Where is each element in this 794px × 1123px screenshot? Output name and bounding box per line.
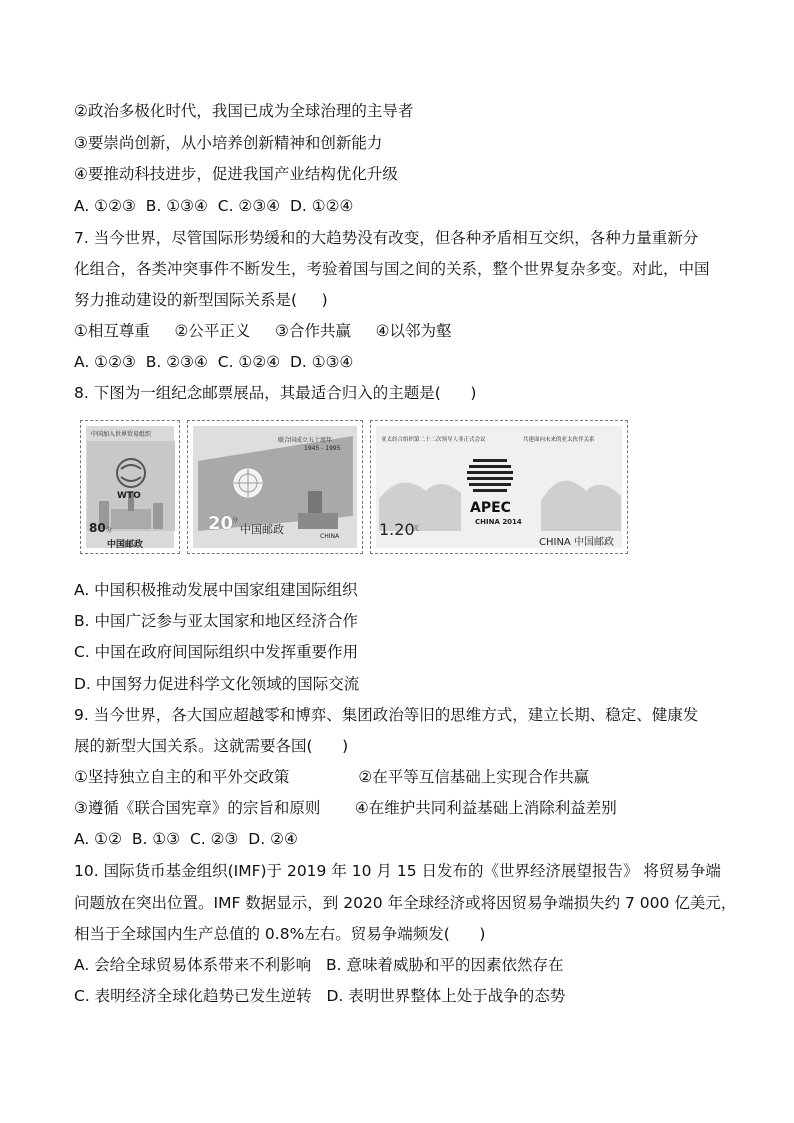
option-3-statement: ③要崇尚创新，从小培养创新精神和创新能力 bbox=[74, 134, 383, 152]
q9-options-row-2: ③遵循《联合国宪章》的宗旨和原则 ④在维护共同利益基础上消除利益差别 bbox=[74, 799, 617, 817]
q7-stem-line-2: 化组合，各类冲突事件不断发生，考验着国与国之间的关系，整个世界复杂多变。对此，中国 bbox=[74, 260, 710, 278]
q9-options-row-1: ①坚持独立自主的和平外交政策 ②在平等互信基础上实现合作共赢 bbox=[74, 768, 590, 786]
un-stamp-years: 1945 - 1995 bbox=[304, 445, 341, 452]
q6-answer-choices: A. ①②③ B. ①③④ C. ②③④ D. ①②④ bbox=[74, 197, 354, 215]
q8-option-d: D. 中国努力促进科学文化领域的国际交流 bbox=[74, 675, 360, 693]
un-stamp-country: 中国邮政 bbox=[240, 523, 284, 536]
q8-stem: 8. 下图为一组纪念邮票展品，其最适合归入的主题是( ) bbox=[74, 384, 477, 402]
apec-header-right: 共建面向未来的亚太伙伴关系 bbox=[523, 437, 595, 443]
q7-options: ①相互尊重 ②公平正义 ③合作共赢 ④以邻为壑 bbox=[74, 322, 452, 340]
apec-sub-text: CHINA 2014 bbox=[475, 518, 522, 526]
wto-stamp-value: 80 bbox=[89, 521, 106, 535]
wto-stamp-unit: 分 bbox=[106, 527, 113, 534]
commemorative-stamps-figure bbox=[80, 420, 628, 554]
option-2-statement: ②政治多极化时代，我国已成为全球治理的主导者 bbox=[74, 102, 414, 120]
un-stamp-unit: 分 bbox=[232, 517, 239, 524]
apec-stamp-value: 1.20 bbox=[379, 520, 415, 539]
q8-option-c: C. 中国在政府间国际组织中发挥重要作用 bbox=[74, 643, 359, 661]
apec-logo-text: APEC bbox=[470, 500, 511, 516]
option-4-statement: ④要推动科技进步，促进我国产业结构优化升级 bbox=[74, 165, 398, 183]
q8-option-b: B. 中国广泛参与亚太国家和地区经济合作 bbox=[74, 612, 358, 630]
apec-stamp-country: CHINA 中国邮政 bbox=[539, 537, 614, 548]
un-stamp-header: 联合国成立五十周年 bbox=[278, 437, 333, 444]
q7-answer-choices: A. ①②③ B. ②③④ C. ①②④ D. ①③④ bbox=[74, 353, 354, 371]
q7-stem-line-3: 努力推动建设的新型国际关系是( ) bbox=[74, 291, 328, 309]
q10-stem-line-1: 10. 国际货币基金组织(IMF)于 2019 年 10 月 15 日发布的《世界经济展望报告》 将贸易争端 bbox=[74, 862, 721, 880]
q8-option-a: A. 中国积极推动发展中国家组建国际组织 bbox=[74, 581, 358, 599]
apec-stamp bbox=[370, 420, 628, 554]
apec-stamp-unit: 元 bbox=[413, 525, 420, 532]
wto-logo-text: WTO bbox=[117, 491, 141, 501]
un-stamp bbox=[187, 420, 363, 554]
apec-logo-lines bbox=[467, 459, 513, 492]
un-stamp-china: CHINA bbox=[320, 533, 340, 540]
q10-options-ab: A. 会给全球贸易体系带来不利影响 B. 意味着威胁和平的因素依然存在 bbox=[74, 956, 564, 974]
q10-options-cd: C. 表明经济全球化趋势已发生逆转 D. 表明世界整体上处于战争的态势 bbox=[74, 987, 566, 1005]
q10-stem-line-2: 问题放在突出位置。IMF 数据显示，到 2020 年全球经济或将因贸易争端损失约 7 000 亿美元， bbox=[74, 894, 737, 912]
q9-stem-line-1: 9. 当今世界，各大国应超越零和博弈、集团政治等旧的思维方式，建立长期、稳定、健康发 bbox=[74, 706, 699, 724]
q9-stem-line-2: 展的新型大国关系。这就需要各国( ) bbox=[74, 737, 349, 755]
q9-answer-choices: A. ①② B. ①③ C. ②③ D. ②④ bbox=[74, 830, 298, 848]
wto-stamp-header: 中国加入世界贸易组织 bbox=[91, 431, 152, 438]
un-stamp-value: 20 bbox=[208, 513, 234, 534]
q7-stem-line-1: 7. 当今世界，尽管国际形势缓和的大趋势没有改变，但各种矛盾相互交织，各种力量重新分 bbox=[74, 229, 699, 247]
wto-stamp-country: 中国邮政 bbox=[107, 540, 144, 550]
apec-header-left: 亚太经合组织第二十二次领导人非正式会议 bbox=[381, 437, 486, 443]
wto-stamp bbox=[80, 420, 180, 554]
q10-stem-line-3: 相当于全球国内生产总值的 0.8%左右。贸易争端频发( ) bbox=[74, 925, 486, 943]
